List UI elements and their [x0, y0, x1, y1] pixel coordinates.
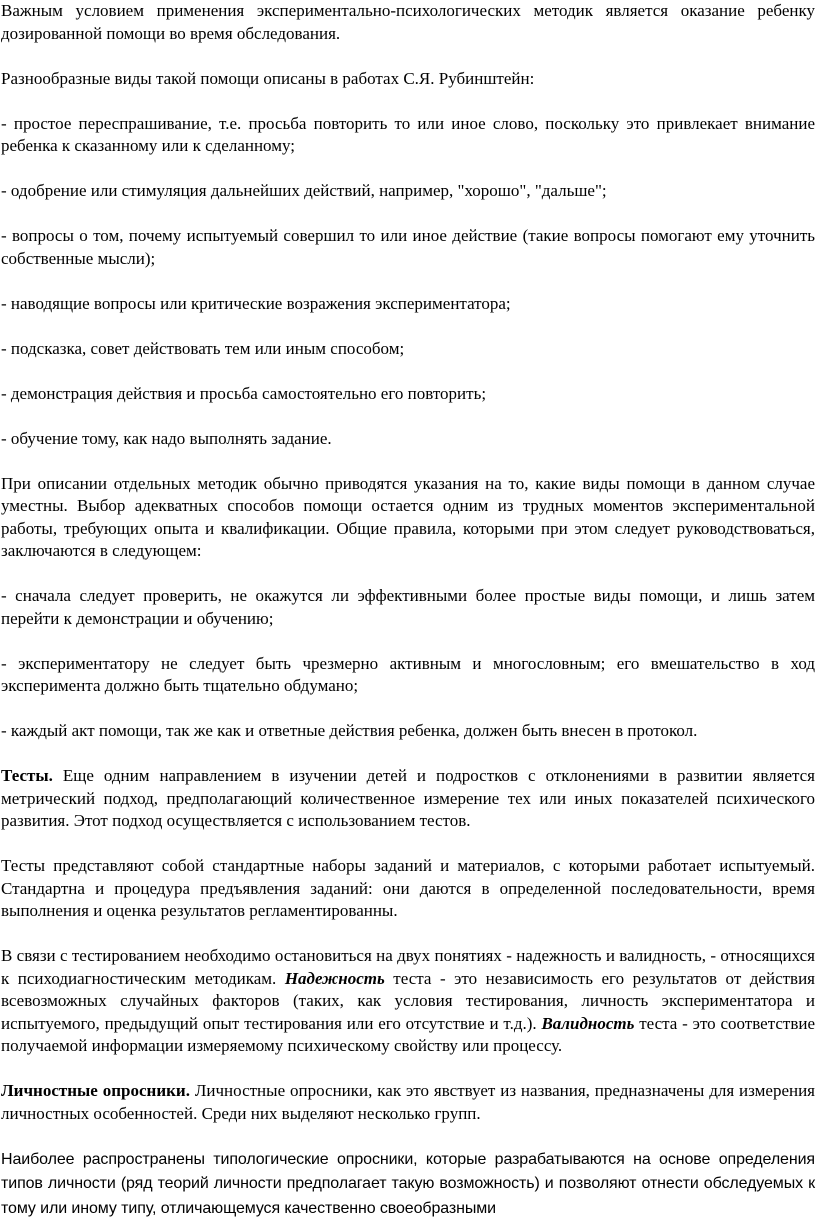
paragraph-intro: Важным условием применения экспериментально-психологических методик является оказание ребенку дозированной помощи во время обследования.	[1, 0, 815, 45]
paragraph-questionnaires	[1, 1080, 815, 1125]
paragraph-methods: При описании отдельных методик обычно приводятся указания на то, какие виды помощи в данном случае уместны. Выбор адекватных способов помощи остается одним из трудных моментов экспериментальной работы, требующих опыта и квалификации. Общие правила, которыми при этом следует руководствоваться, заключаются в следующем:	[1, 473, 815, 563]
list-item-check-simple: - сначала следует проверить, не окажутся ли эффективными более простые виды помощи, и лишь затем перейти к демонстрации и обучению;	[1, 585, 815, 630]
paragraph-tests	[1, 765, 815, 833]
paragraph-reliability-validity	[1, 945, 815, 1058]
reliability-definition: теста - это независимость его результатов от действия всевозможных случайных факторов (таких, как условия тестирования, личность экспериментатора и испытуемого, предыдущий опыт тестирования или его отсутствие и т.д.).	[1, 969, 815, 1033]
list-item-demonstration: - демонстрация действия и просьба самостоятельно его повторить;	[1, 383, 815, 406]
paragraph-typological: Наиболее распространены типологические опросники, которые разрабатываются на основе определения типов личности (ряд теорий личности предполагает такую возможность) и позволяют отнести обследуемых к тому или иному типу, отличающемуся качественно своеобразными	[1, 1148, 815, 1221]
reliability-term: Надежность	[285, 969, 385, 988]
list-item-leading-questions: - наводящие вопросы или критические возражения экспериментатора;	[1, 293, 815, 316]
questionnaires-text: Личностные опросники, как это явствует из названия, предназначены для измерения личностных особенностей. Среди них выделяют несколько групп.	[1, 1081, 815, 1123]
list-item-hint: - подсказка, совет действовать тем или иным способом;	[1, 338, 815, 361]
list-item-approval: - одобрение или стимуляция дальнейших действий, например, "хорошо", "дальше";	[1, 180, 815, 203]
list-item-questions: - вопросы о том, почему испытуемый совершил то или иное действие (такие вопросы помогают ему уточнить собственные мысли);	[1, 225, 815, 270]
tests-text: Еще одним направлением в изучении детей и подростков с отклонениями в развитии является метрический подход, предполагающий количественное измерение тех или иных показателей психического развития. Этот подход осуществляется с использованием тестов.	[1, 766, 815, 830]
paragraph-tests-description: Тесты представляют собой стандартные наборы заданий и материалов, с которыми работает испытуемый. Стандартна и процедура предъявления заданий: они даются в определенной последовательности, время выполнения и оценка результатов регламентированны.	[1, 855, 815, 923]
list-item-training: - обучение тому, как надо выполнять задание.	[1, 428, 815, 451]
validity-term: Валидность	[541, 1014, 634, 1033]
paragraph-help-types: Разнообразные виды такой помощи описаны в работах С.Я. Рубинштейн:	[1, 68, 815, 91]
list-item-protocol: - каждый акт помощи, так же как и ответные действия ребенка, должен быть внесен в протокол.	[1, 720, 815, 743]
reliability-intro: В связи с тестированием необходимо остановиться на двух понятиях - надежность и валидность, - относящихся к психодиагностическим методикам.	[1, 946, 815, 988]
validity-definition: теста - это соответствие получаемой информации измеряемому психическому свойству или процессу.	[1, 1014, 815, 1056]
questionnaires-heading: Личностные опросники.	[1, 1081, 190, 1100]
list-item-not-active: - экспериментатору не следует быть чрезмерно активным и многословным; его вмешательство в ход эксперимента должно быть тщательно обдумано;	[1, 653, 815, 698]
list-item-repeat: - простое переспрашивание, т.е. просьба повторить то или иное слово, поскольку это привлекает внимание ребенка к сказанному или к сделанному;	[1, 113, 815, 158]
tests-heading: Тесты.	[1, 766, 53, 785]
